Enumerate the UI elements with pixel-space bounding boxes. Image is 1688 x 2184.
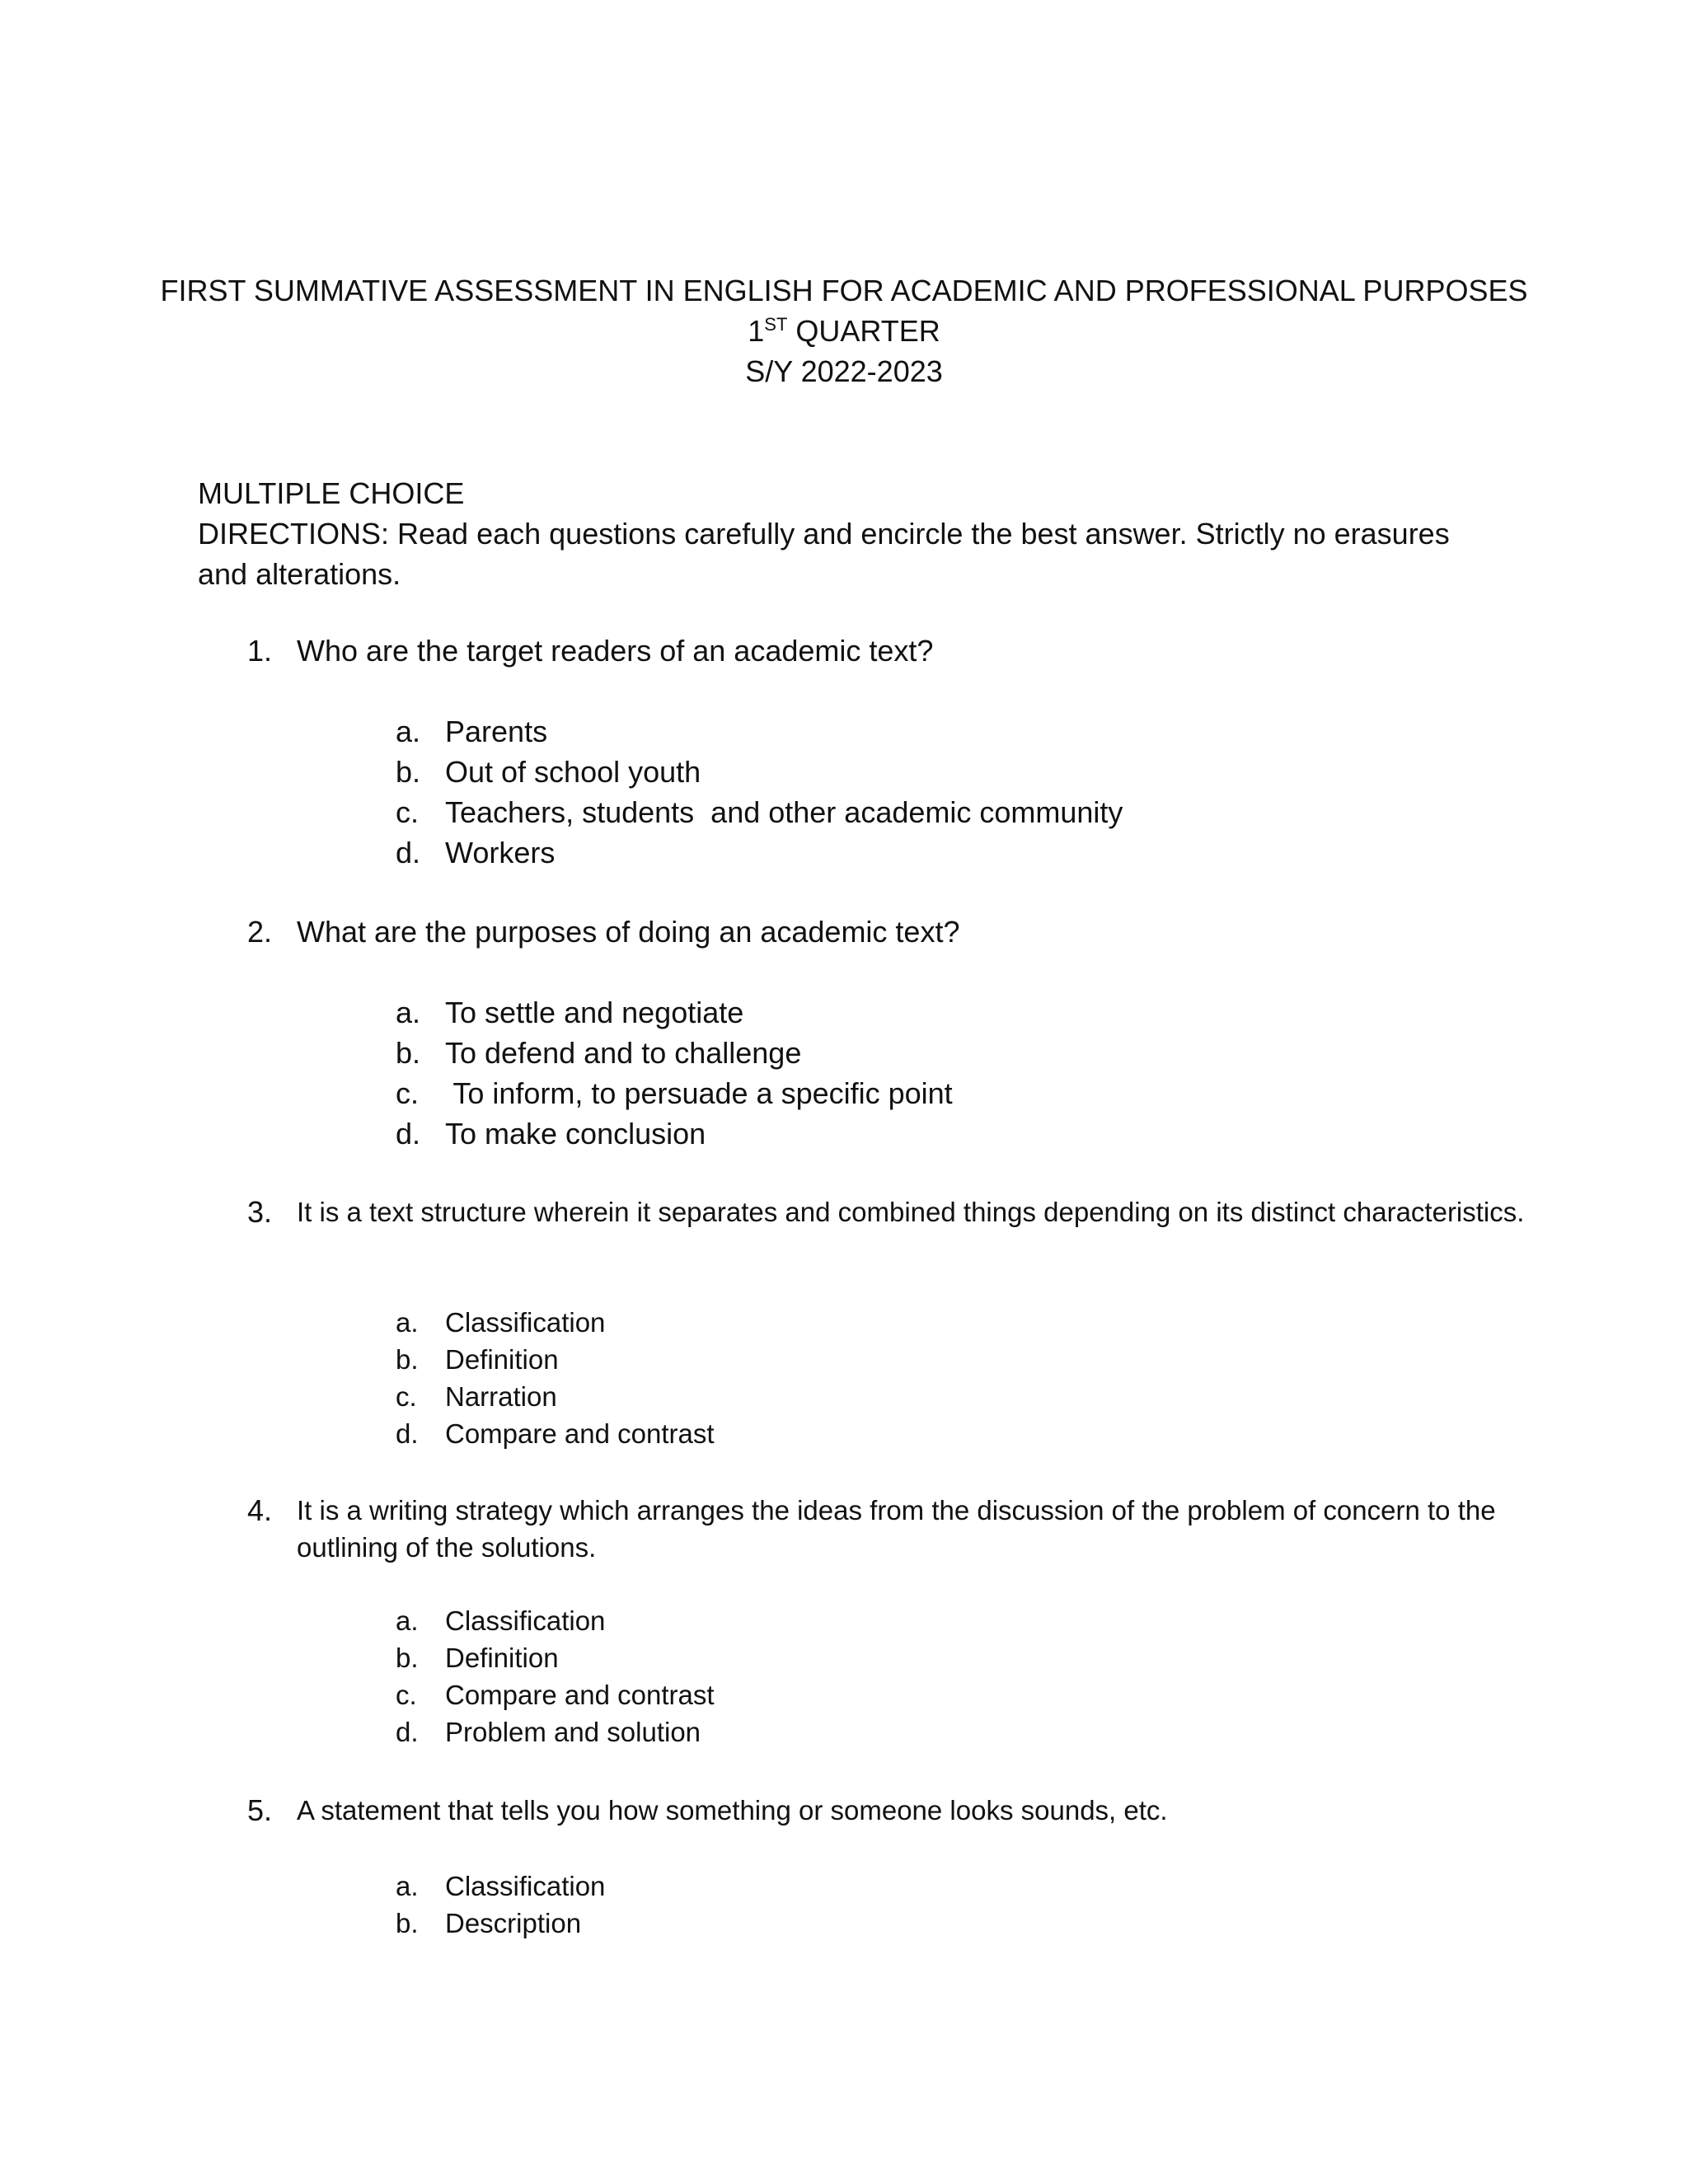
school-year: S/Y 2022-2023 <box>745 354 943 388</box>
quarter-word: QUARTER <box>787 314 940 348</box>
question-text: It is a text structure wherein it separates and combined things depending on its distinct characteristics. <box>297 1197 1525 1227</box>
option-letter: b. <box>396 1344 419 1375</box>
option-letter: a. <box>396 1307 419 1338</box>
option-letter: d. <box>396 1418 419 1449</box>
assessment-title-block <box>0 270 1688 391</box>
option-text: Workers <box>445 836 556 869</box>
option-text: Description <box>445 1908 582 1938</box>
option-text: Classification <box>445 1605 606 1636</box>
option-letter: a. <box>396 715 421 748</box>
quarter-number: 1 <box>748 314 765 348</box>
question-text: Who are the target readers of an academic text? <box>297 634 934 668</box>
quarter-label <box>0 311 1688 351</box>
question-number: 1. <box>247 634 273 668</box>
question-number: 2. <box>247 915 273 949</box>
option-text: Definition <box>445 1344 559 1375</box>
option-text: To settle and negotiate <box>445 996 744 1029</box>
quarter-ordinal-suffix: ST <box>764 314 788 335</box>
option-text: Narration <box>445 1381 557 1412</box>
option-text: Classification <box>445 1871 606 1901</box>
directions-text: DIRECTIONS: Read each questions carefully and encircle the best answer. Strictly no erasures and alterations. <box>198 517 1450 591</box>
question-number: 4. <box>247 1493 273 1527</box>
option-text: Problem and solution <box>445 1717 701 1747</box>
option-letter: d. <box>396 1717 419 1747</box>
option-letter: b. <box>396 1036 421 1070</box>
option-text: Parents <box>445 715 548 748</box>
option-letter: a. <box>396 1605 419 1636</box>
option-letter: d. <box>396 836 421 869</box>
option-letter: c. <box>396 1680 417 1710</box>
option-text: Classification <box>445 1307 606 1338</box>
question-text: It is a writing strategy which arranges the ideas from the discussion of the problem of concern to the outlining of the solutions. <box>297 1495 1496 1563</box>
option-text: Compare and contrast <box>445 1418 715 1449</box>
question-number: 5. <box>247 1793 273 1827</box>
option-letter: b. <box>396 1908 419 1938</box>
option-text: Teachers, students and other academic community <box>445 795 1123 829</box>
option-letter: d. <box>396 1117 421 1151</box>
question-text: What are the purposes of doing an academic text? <box>297 915 960 949</box>
option-letter: c. <box>396 1076 420 1110</box>
option-letter: c. <box>396 1381 417 1412</box>
option-text: Compare and contrast <box>445 1680 715 1710</box>
question-number: 3. <box>247 1195 273 1229</box>
section-heading: MULTIPLE CHOICE <box>198 476 465 510</box>
option-letter: a. <box>396 1871 419 1901</box>
assessment-title: FIRST SUMMATIVE ASSESSMENT IN ENGLISH FOR ACADEMIC AND PROFESSIONAL PURPOSES <box>160 274 1528 307</box>
option-text: To make conclusion <box>445 1117 706 1151</box>
option-text: To inform, to persuade a specific point <box>445 1076 953 1110</box>
option-letter: c. <box>396 795 420 829</box>
question-text: A statement that tells you how something or someone looks sounds, etc. <box>297 1795 1168 1825</box>
option-text: Out of school youth <box>445 755 701 789</box>
option-letter: b. <box>396 755 421 789</box>
option-letter: b. <box>396 1643 419 1673</box>
option-text: To defend and to challenge <box>445 1036 802 1070</box>
option-text: Definition <box>445 1643 559 1673</box>
option-letter: a. <box>396 996 421 1029</box>
